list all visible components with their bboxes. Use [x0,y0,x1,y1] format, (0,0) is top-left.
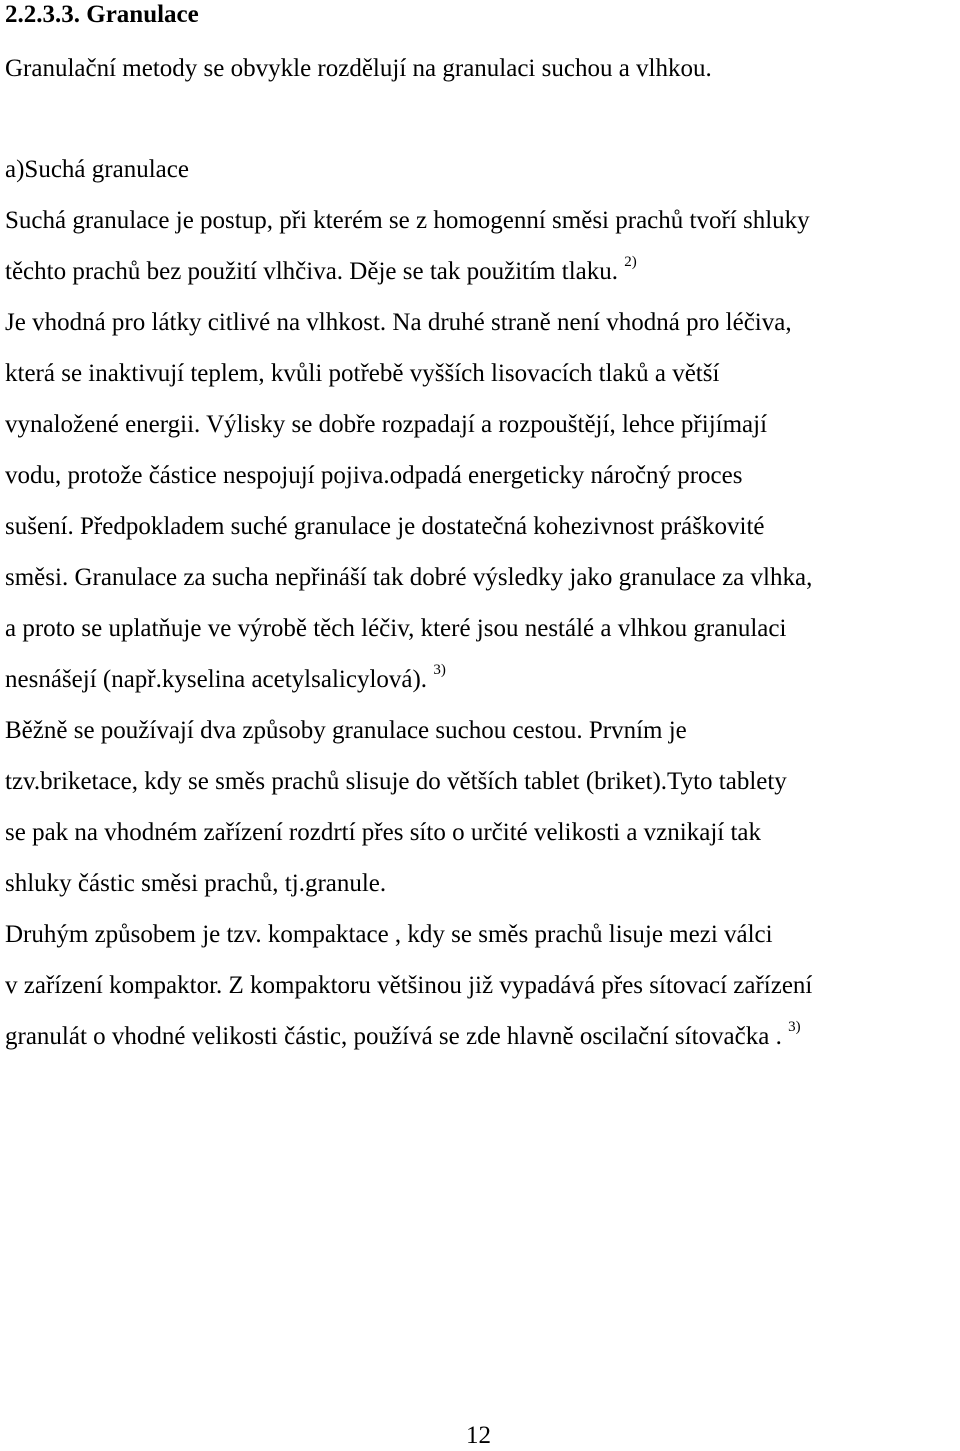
text-line-8: vodu, protože částice nespojují pojiva.odpadá energeticky náročný proces [5,462,743,489]
text-line-6: která se inaktivují teplem, kvůli potřebě vyšších lisovacích tlaků a větší [5,360,720,387]
text-line-12 [5,661,446,695]
text-line-19-content: granulát o vhodné velikosti částic, používá se zde hlavně oscilační sítovačka . [5,1023,782,1050]
section-heading: 2.2.3.3. Granulace [5,1,199,28]
text-line-2: a)Suchá granulace [5,156,189,183]
text-line-18: v zařízení kompaktor. Z kompaktoru většinou již vypadává přes sítovací zařízení [5,972,813,999]
text-line-1: Granulační metody se obvykle rozdělují na granulaci suchou a vlhkou. [5,55,712,82]
text-line-17: Druhým způsobem je tzv. kompaktace , kdy se směs prachů lisuje mezi válci [5,921,773,948]
text-line-11: a proto se uplatňuje ve výrobě těch léčiv, které jsou nestálé a vlhkou granulaci [5,615,787,642]
text-line-4 [5,253,637,287]
footnote-ref: 3) [433,661,446,678]
text-line-12-content: nesnášejí (např.kyselina acetylsalicylová). [5,666,428,693]
text-line-15: se pak na vhodném zařízení rozdrtí přes síto o určité velikosti a vznikají tak [5,819,762,846]
page-number: 12 [466,1422,491,1449]
text-line-7: vynaložené energii. Výlisky se dobře rozpadají a rozpouštějí, lehce přijímají [5,411,768,438]
text-line-16: shluky částic směsi prachů, tj.granule. [5,870,387,897]
text-line-3: Suchá granulace je postup, při kterém se z homogenní směsi prachů tvoří shluky [5,207,810,234]
text-line-14: tzv.briketace, kdy se směs prachů slisuje do větších tablet (briket).Tyto tablety [5,768,787,795]
text-line-9: sušení. Předpokladem suché granulace je dostatečná kohezivnost práškovité [5,513,765,540]
text-line-19 [5,1018,801,1052]
text-line-5: Je vhodná pro látky citlivé na vlhkost. Na druhé straně není vhodná pro léčiva, [5,309,792,336]
footnote-ref: 3) [788,1018,801,1035]
text-line-4-content: těchto prachů bez použití vlhčiva. Děje se tak použitím tlaku. [5,258,618,285]
text-line-10: směsi. Granulace za sucha nepřináší tak dobré výsledky jako granulace za vlhka, [5,564,813,591]
footnote-ref: 2) [624,253,637,270]
text-line-13: Běžně se používají dva způsoby granulace suchou cestou. Prvním je [5,717,687,744]
